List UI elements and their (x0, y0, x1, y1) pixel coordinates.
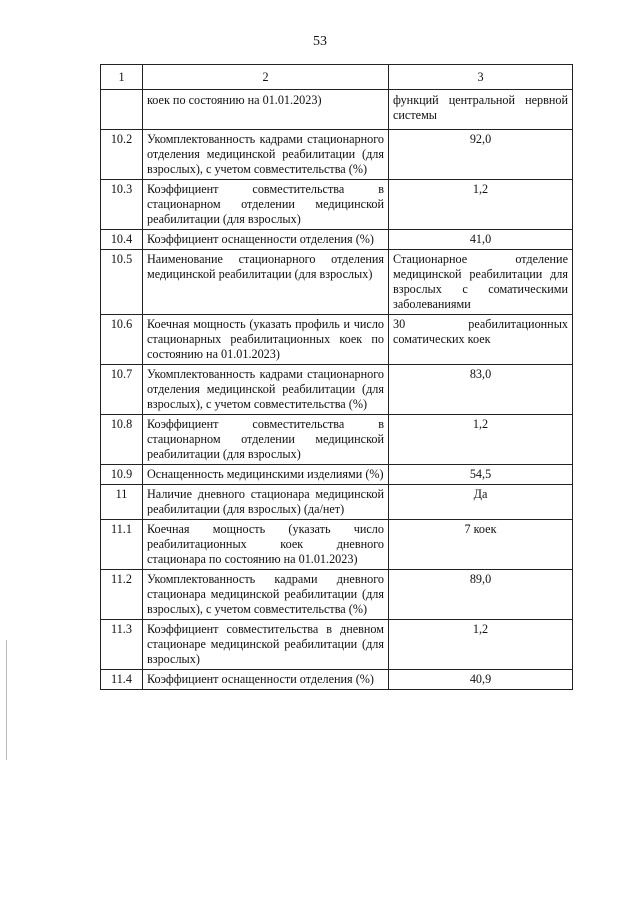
row-value: 92,0 (389, 130, 573, 180)
row-value: 7 коек (389, 520, 573, 570)
row-value: 83,0 (389, 365, 573, 415)
row-parameter: Коэффициент оснащенности отделения (%) (143, 670, 389, 690)
row-value: 1,2 (389, 415, 573, 465)
row-number: 10.7 (101, 365, 143, 415)
row-number: 10.2 (101, 130, 143, 180)
row-parameter: Коэффициент совместительства в стационарном отделении медицинской реабилитации (для взрослых) (143, 180, 389, 230)
table-row (101, 670, 573, 690)
table-row (101, 620, 573, 670)
table-row (101, 180, 573, 230)
row-number: 10.6 (101, 315, 143, 365)
row-parameter: Укомплектованность кадрами дневного стационара медицинской реабилитации (для взрослых), с учетом совместительства (%) (143, 570, 389, 620)
document-table (100, 64, 573, 690)
row-parameter: Коечная мощность (указать профиль и число стационарных реабилитационных коек по состоянию на 01.01.2023) (143, 315, 389, 365)
row-parameter: коек по состоянию на 01.01.2023) (143, 90, 389, 130)
table-row (101, 230, 573, 250)
row-number: 11.1 (101, 520, 143, 570)
row-value: 1,2 (389, 180, 573, 230)
table-row (101, 130, 573, 180)
row-value: Стационарное отделение медицинской реабилитации для взрослых с соматическими заболеваниями (389, 250, 573, 315)
table-row (101, 365, 573, 415)
row-number: 10.4 (101, 230, 143, 250)
row-number: 10.3 (101, 180, 143, 230)
row-value: 89,0 (389, 570, 573, 620)
column-header: 1 (101, 65, 143, 90)
row-value: 41,0 (389, 230, 573, 250)
row-number: 10.9 (101, 465, 143, 485)
row-number: 11.2 (101, 570, 143, 620)
column-header: 2 (143, 65, 389, 90)
row-number: 10.5 (101, 250, 143, 315)
row-parameter: Наименование стационарного отделения медицинской реабилитации (для взрослых) (143, 250, 389, 315)
table-row (101, 315, 573, 365)
table-header-row (101, 65, 573, 90)
row-parameter: Коэффициент оснащенности отделения (%) (143, 230, 389, 250)
row-value: функций центральной нервной системы (389, 90, 573, 130)
table-row (101, 250, 573, 315)
row-parameter: Коэффициент совместительства в дневном стационаре медицинской реабилитации (для взрослых) (143, 620, 389, 670)
page-number: 53 (313, 34, 327, 49)
row-parameter: Укомплектованность кадрами стационарного отделения медицинской реабилитации (для взрослых), с учетом совместительства (%) (143, 130, 389, 180)
table-body (101, 90, 573, 690)
row-number: 11.3 (101, 620, 143, 670)
row-number (101, 90, 143, 130)
row-number: 11 (101, 485, 143, 520)
row-value: 54,5 (389, 465, 573, 485)
table-row (101, 90, 573, 130)
row-value: Да (389, 485, 573, 520)
table-row (101, 520, 573, 570)
row-parameter: Коэффициент совместительства в стационарном отделении медицинской реабилитации (для взрослых) (143, 415, 389, 465)
row-parameter: Укомплектованность кадрами стационарного отделения медицинской реабилитации (для взрослых), с учетом совместительства (%) (143, 365, 389, 415)
row-parameter: Коечная мощность (указать число реабилитационных коек дневного стационара по состоянию на 01.01.2023) (143, 520, 389, 570)
row-number: 11.4 (101, 670, 143, 690)
table-row (101, 465, 573, 485)
row-parameter: Наличие дневного стационара медицинской реабилитации (для взрослых) (да/нет) (143, 485, 389, 520)
column-header: 3 (389, 65, 573, 90)
table-row (101, 485, 573, 520)
table-row (101, 415, 573, 465)
row-value: 30 реабилитационных соматических коек (389, 315, 573, 365)
row-value: 1,2 (389, 620, 573, 670)
row-value: 40,9 (389, 670, 573, 690)
row-number: 10.8 (101, 415, 143, 465)
table-row (101, 570, 573, 620)
scan-margin-mark (6, 640, 7, 760)
row-parameter: Оснащенность медицинскими изделиями (%) (143, 465, 389, 485)
